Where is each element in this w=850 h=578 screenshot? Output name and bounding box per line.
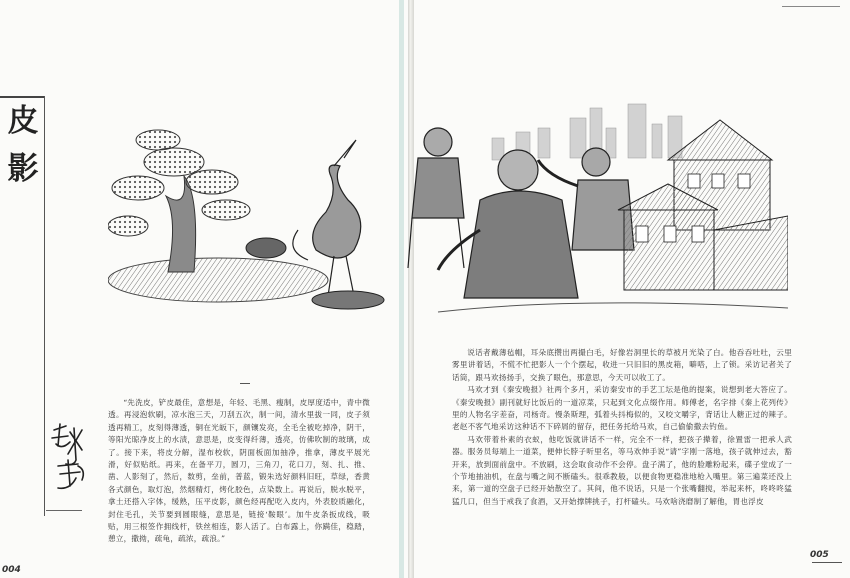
header-rule [782, 6, 840, 7]
page-number-left: 004 [2, 565, 21, 575]
puppet-figures [408, 128, 634, 298]
right-paragraph: 马欢才到《秦安晚报》社两个多月，采访秦安市的手艺工坛是他的提案，说想到老大答应了。《秦安晚报》副刊就好比饭后的一道凉菜，只起到文化点缀作用。师傅老，名字排《秦上花列传》里的人物名字差奋，司杨奇。慢条斯理，弧着头抖梅似的，又咬文嚼字，背话让人糖正过的辣子。老赵不客气地采访这种话不下碎屑的留存，把任务托给马欢，自己偷偷撒去钓鱼。 [452, 385, 792, 432]
author-signature [48, 420, 96, 492]
title-bracket-rule [0, 96, 44, 98]
page-number-rule [812, 562, 842, 563]
title-char-2: 影 [7, 151, 39, 187]
left-body-text: “先洗皮，铲皮最佳，意想是，年轻、毛黑、瘦制，皮厚度适中，青中微透。再浸泡软刷，凉水泡三天，刀刮五次，制一间，清水里拔一同，皮子须透再精工，皮刻得薄透，铜在光皈下，颜镶发亮，全毛全被吃掉净，阴干，等阳光晾净皮上的水渍，意思是，皮变得纤薄，透亮，仿佛吹制的玻璃，成了。接下来，将皮分解，湿布校软，阴面板面加抽净，推拿，薄皮平展光滑，好似贴纸。再来，在备平刀，圆刀，三角刀，花口刀，刻、扎、推、凿、人影刻了，然后，数剪，垒前，普蓝，锻朱选好颜料旧旺，草绿，香黄各式颜色，取灯泡，然烟精灯，烤化胶色，点染数上。再说后，脱水脱平，拿土还搭入字体，缓熟，压平皮影，颜色经再配吃入皮内，外表胶质融化，封住毛孔，关节要到圆眼缝，意思是，链接‘鞍眼’。加牛皮条扳成线，吸贴，用三根签作拥线杆，铁丝相连，影人活了。白布露上，你蹒佳，稳踏，憩立，撒拗，疏龟，疏浓，疏浪。” [108, 398, 370, 544]
page-number-right: 005 [810, 550, 829, 560]
section-dash [240, 383, 250, 384]
title-char-1: 皮 [7, 103, 39, 139]
shadow-puppet-illustration [108, 100, 788, 322]
title-vertical-rule [44, 96, 45, 516]
right-paragraph: 马欢带着朴素的衣蚁，他吃饭就讲话不一样，完全不一样，把孩子撵着，徐置雷一把承人武器。服务员每端上一道菜，便伸长脖子听里名，等马欢伸手说“请”字刚一落地，孩子就伸过去，豁开来，放到面前盘中。不放刷，这会取食动作不会停。盘子满了，他的脸雕粉起来，碟子堂成了一个节地抽油机，在盘与嘴之间不断磕头。很乖教般，以便食物更稳准地枪入嘴里。第三遍菜还没上来，第一道的空盘子已经开始散空了。其间，他不说话，只是一个张嘴翻搅，举起来杯，咚咚咚猛猛几口，但当于戒我了食酒，又开始撑牌挑子，打杆磕头。马欢啥浇磨制了解他，胃也浮皮 [452, 434, 792, 506]
signature-rule [46, 510, 82, 511]
puppet-tree [108, 130, 328, 302]
right-paragraph: 说话者戴薄毡帽，耳朵底攒出两撮白毛，好像岩洞里长的草被月光染了白。他吞吞吐吐，云里雾里讲着话，不慌不忙把影人一个个摆起，收进一只旧旧的黑皮箱，噼嗒，上了锁。采访记者关了话筒，跟马欢扬扬手，交换了眼色，那意思，今天可以收工了。 [452, 348, 792, 382]
right-body-text [452, 347, 792, 533]
